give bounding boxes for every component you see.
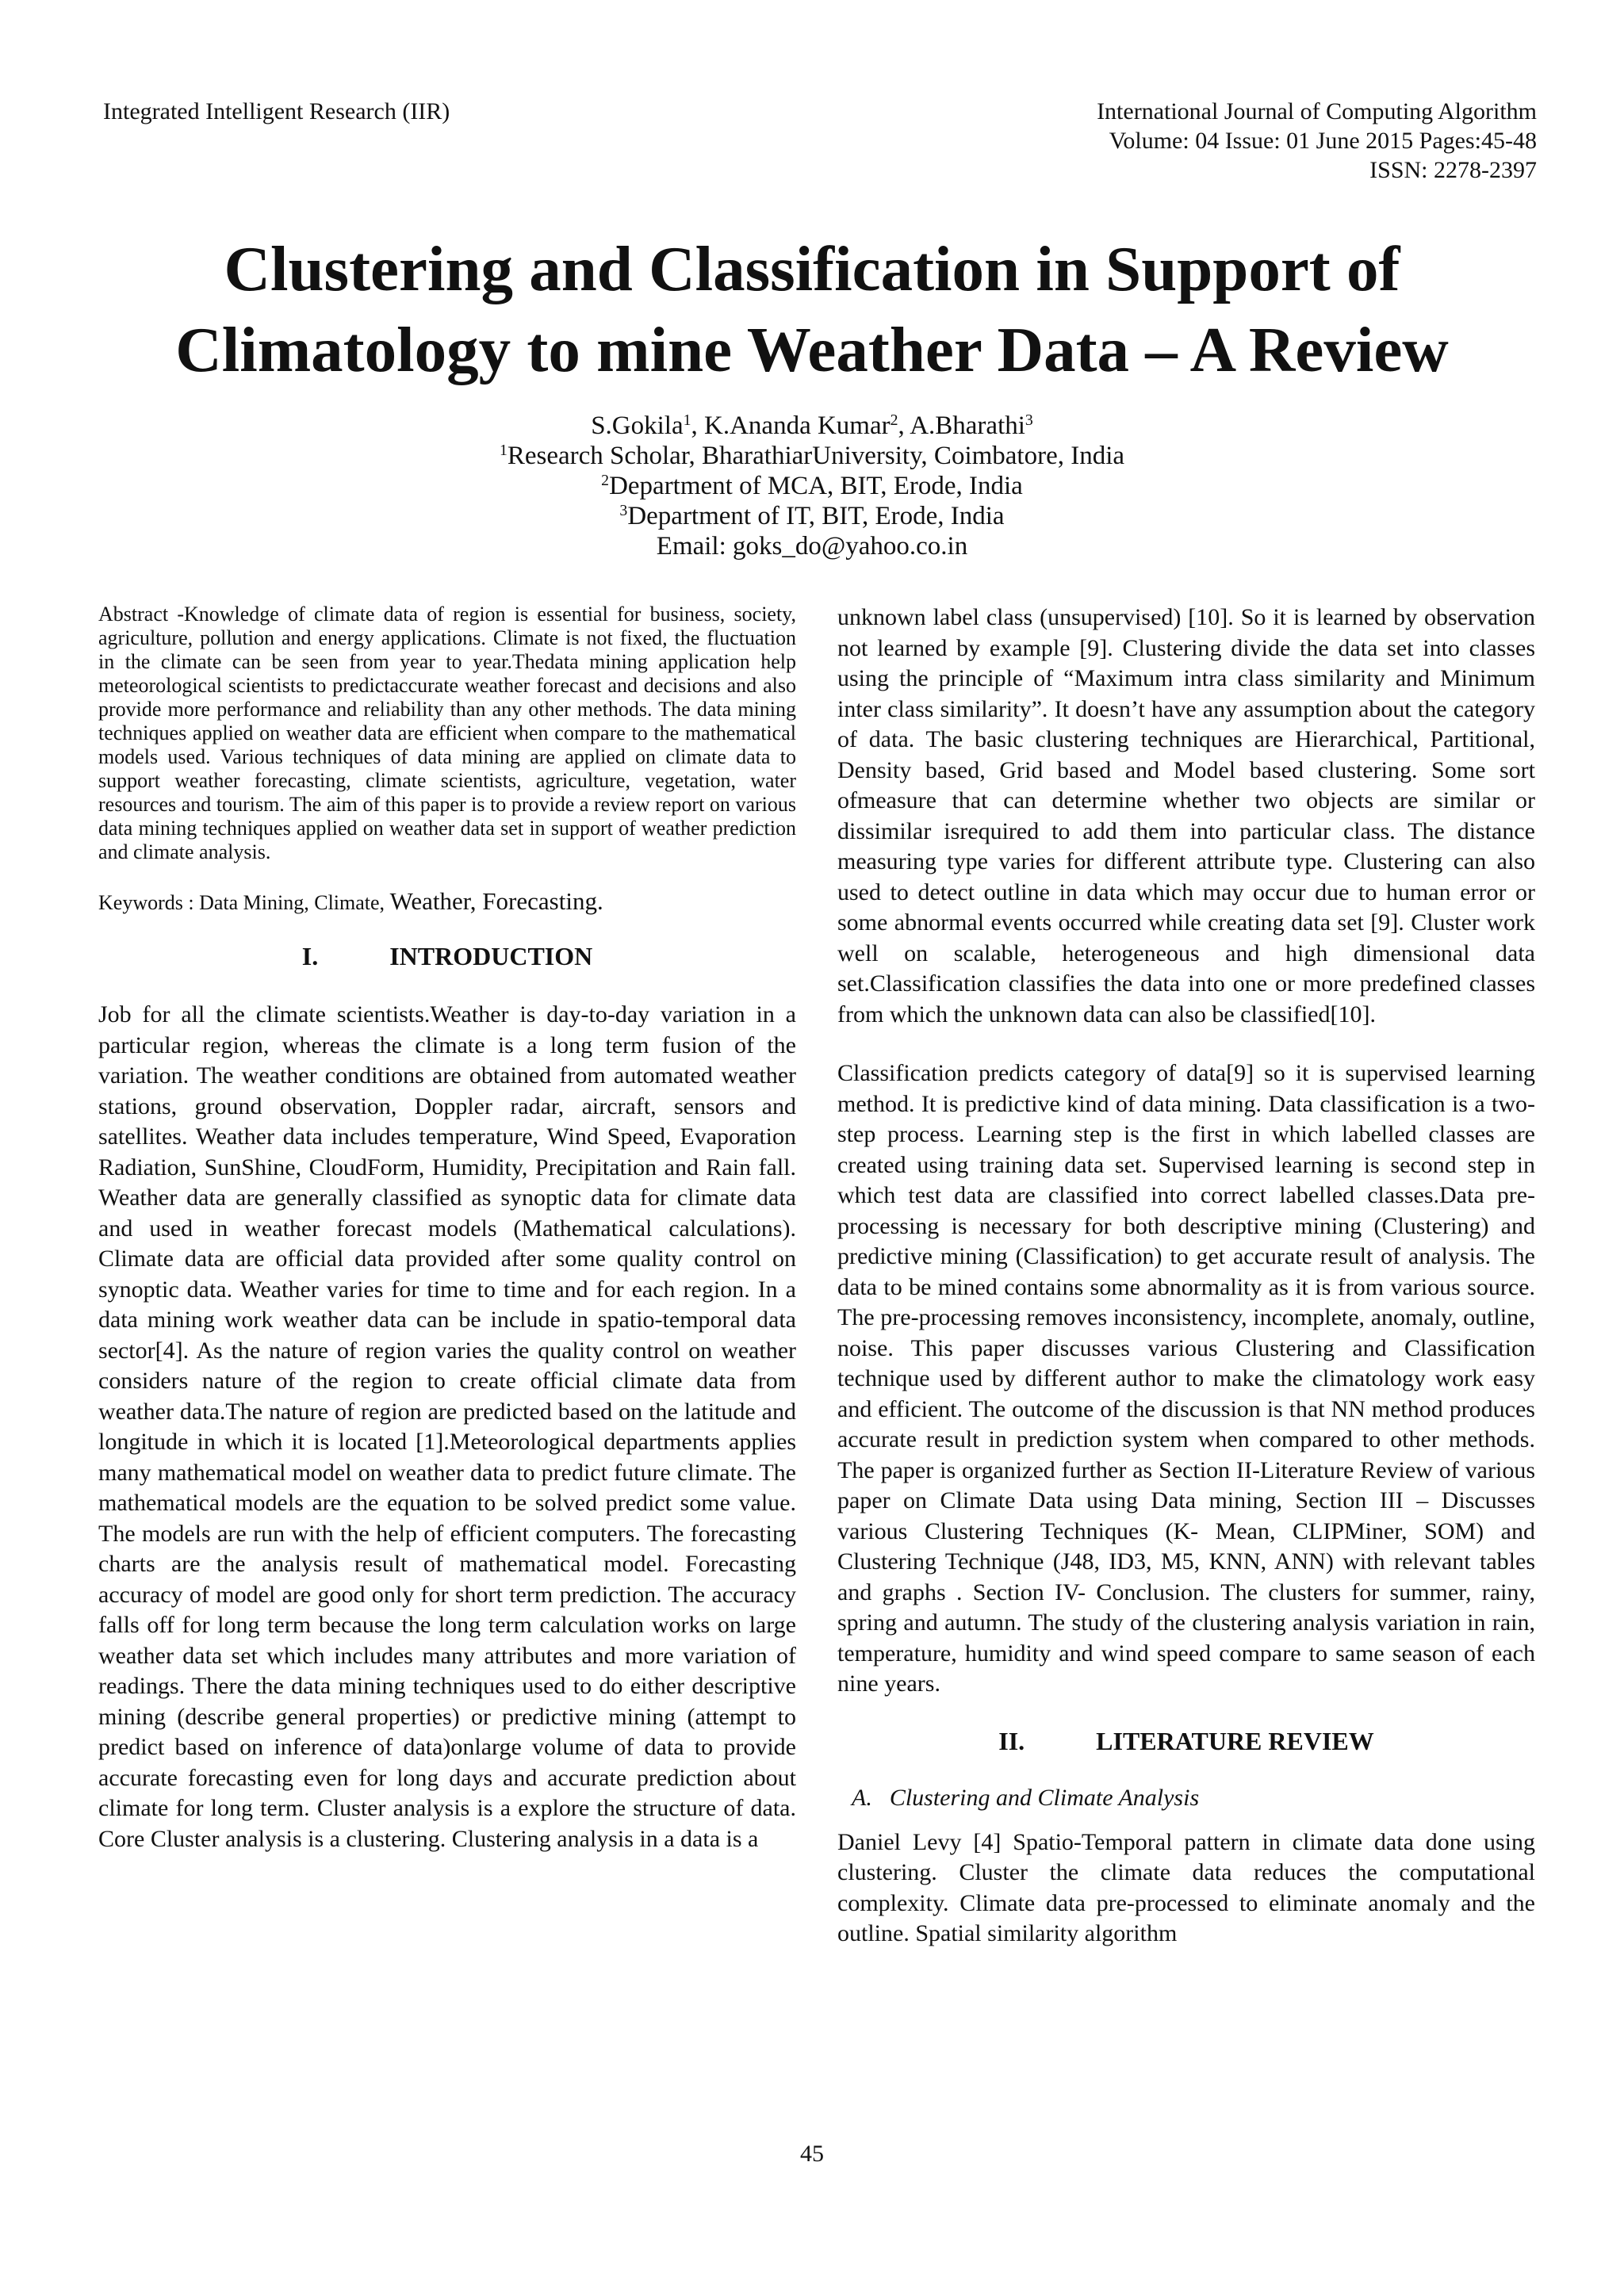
literature-paragraph: Daniel Levy [4] Spatio-Temporal pattern in climate data done using clustering. Cluster the climate data reduces the computational complexity. Climate data pre-processed to eliminate anomaly and the outline. Spatial similarity algorithm — [837, 1828, 1535, 1946]
paper-title — [0, 228, 1624, 390]
author-1: S.Gokila — [591, 411, 684, 440]
running-header-left: Integrated Intelligent Research (IIR) — [103, 98, 450, 124]
section-title: LITERATURE REVIEW — [1096, 1726, 1374, 1755]
affiliation-2-text: Department of MCA, BIT, Erode, India — [609, 472, 1023, 500]
affiliation-2-mark: 2 — [601, 472, 610, 490]
affiliation-3 — [0, 501, 1624, 531]
author-sep: , — [691, 411, 705, 440]
affiliation-2 — [0, 471, 1624, 501]
journal-name: International Journal of Computing Algorithm — [1097, 98, 1537, 124]
classification-paragraph: Classification predicts category of data[9] so it is supervised learning method. It is predictive kind of data mining. Data classification is a two-step process. Learning step is the first in which labelled classes are created using training data set. Supervised learning is second step in which test data are classified into correct labelled classes.Data pre-processing is necessary for both descriptive mining (Clustering) and predictive mining (Classification) to get accurate result of analysis. The data to be mined contains some abnormality as it is from various source. The pre-processing removes inconsistency, incomplete, anomaly, outline, noise. This paper discusses various Clustering and Classification technique used by different author to make the climatology work easy and efficient. The outcome of the discussion is that NN method produces accurate result in prediction system when compared to other methods. The paper is organized further as Section II-Literature Review of various paper on Climate Data using Data mining, Section III – Discusses various Clustering Techniques (K- Mean, CLIPMiner, SOM) and Clustering Technique (J48, ID3, M5, KNN, ANN) with relevant tables and graphs . Section IV- Conclusion. The clusters for summer, rainy, spring and autumn. The study of the clustering analysis variation in rain, temperature, humidity and wind speed compare to same season of each nine years. — [837, 1060, 1535, 1697]
paper-title-line1: Clustering and Classification in Support of — [224, 233, 1400, 304]
author-email: Email: goks_do@yahoo.co.in — [656, 532, 968, 561]
author-names — [0, 411, 1624, 441]
keywords-rest: Weather, Forecasting. — [389, 887, 603, 915]
page-number: 45 — [800, 2141, 824, 2167]
section-number: I. — [301, 942, 319, 970]
section-heading-introduction — [98, 942, 796, 971]
paragraph-gap — [837, 1030, 1535, 1058]
subsection-heading — [852, 1785, 1535, 1812]
abstract: Abstract -Knowledge of climate data of region is essential for business, society, agriculture, pollution and energy applications. Climate is not fixed, the fluctuation in the climate can be seen from year to year.Thedata mining application help meteorological scientists to predictaccurate weather forecast and decisions and also provide more performance and reliability than any other methods. The data mining techniques applied on weather data are efficient when compare to the mathematical models used. Various techniques of data mining are applied on climate data to support weather forecasting, climate scientists, agriculture, vegetation, water resources and tourism. The aim of this paper is to provide a review report on various data mining techniques applied on weather data set in support of weather prediction and climate analysis. — [98, 603, 796, 863]
paper-title-line2: Climatology to mine Weather Data – A Review — [175, 314, 1449, 385]
section-number: II. — [998, 1726, 1025, 1755]
subsection-title: Clustering and Climate Analysis — [889, 1784, 1200, 1811]
author-sep: , — [898, 411, 910, 440]
author-3-affil: 3 — [1025, 411, 1033, 430]
affiliation-3-mark: 3 — [619, 502, 628, 520]
author-3: A.Bharathi — [910, 411, 1025, 440]
section-title: INTRODUCTION — [389, 942, 593, 970]
keywords-prefix: Keywords : Data Mining, Climate, — [98, 891, 390, 914]
intro-paragraph: Job for all the climate scientists.Weather is day-to-day variation in a particular region, whereas the climate is a long term fusion of the variation. The weather conditions are obtained from automated weather stations, ground observation, Doppler radar, aircraft, sensors and satellites. Weather data includes temperature, Wind Speed, Evaporation Radiation, SunShine, CloudForm, Humidity, Precipitation and Rain fall. Weather data are generally classified as synoptic data for climate data and used in weather forecast models (Mathematical calculations). Climate data are official data provided after some quality control on synoptic data. Weather varies for time to time and for each region. In a data mining work weather data can be include in spatio-temporal data sector[4]. As the nature of region varies the quality control on weather considers nature of the region to create official climate data from weather data.The nature of region are predicted based on the latitude and longitude in which it is located [1].Meteorological departments applies many mathematical model on weather data to predict future climate. The mathematical models are the equation to be solved predict some value. The models are run with the help of efficient computers. The forecasting charts are the analysis result of mathematical model. Forecasting accuracy of model are good only for short term prediction. The accuracy falls off for long term because the long term calculation works on large weather data set which includes many attributes and more variation of readings. There the data mining techniques used to do either descriptive mining (describe general properties) or predictive mining (attempt to predict based on inference of data)onlarge volume of data to provide accurate forecasting even for long days and accurate prediction about climate for long term. Cluster analysis is a explore the structure of data. Core Cluster analysis is a clustering. Clustering analysis in a data is a — [98, 1001, 796, 1852]
clustering-paragraph: unknown label class (unsupervised) [10]. So it is learned by observation not learned by example [9]. Clustering divide the data set into classes using the principle of “Maximum intra class similarity and Minimum inter class similarity”. It doesn’t have any assumption about the category of data. The basic clustering techniques are Hierarchical, Partitional, Density based, Grid based and Model based clustering. Some sort ofmeasure that can determine whether two objects are similar or dissimilar isrequired to add them into particular class. The distance measuring type varies for different attribute type. Clustering can also used to detect outline in data which may occur due to human error or some abnormal events occurred while creating data set [9]. Cluster work well on scalable, heterogeneous and high dimensional data set.Classification classifies the data into one or more predefined classes from which the unknown data can also be classified[10]. — [837, 604, 1535, 1027]
affiliation-1-mark: 1 — [499, 442, 508, 460]
journal-volume: Volume: 04 Issue: 01 June 2015 Pages:45-48 — [1109, 128, 1537, 154]
author-2: K.Ananda Kumar — [704, 411, 891, 440]
left-column — [98, 603, 796, 1854]
keywords — [98, 887, 796, 915]
author-1-affil: 1 — [683, 411, 691, 430]
author-2-affil: 2 — [890, 411, 898, 430]
section-heading-literature-review — [837, 1727, 1535, 1756]
subsection-letter: A. — [852, 1784, 872, 1811]
journal-issn: ISSN: 2278-2397 — [1369, 157, 1537, 183]
running-header-right — [1097, 97, 1537, 185]
affiliation-3-text: Department of IT, BIT, Erode, India — [627, 502, 1005, 530]
affiliation-1 — [0, 441, 1624, 471]
author-block — [0, 411, 1624, 561]
affiliation-1-text: Research Scholar, BharathiarUniversity, Coimbatore, India — [507, 442, 1125, 470]
right-column — [837, 603, 1535, 1950]
